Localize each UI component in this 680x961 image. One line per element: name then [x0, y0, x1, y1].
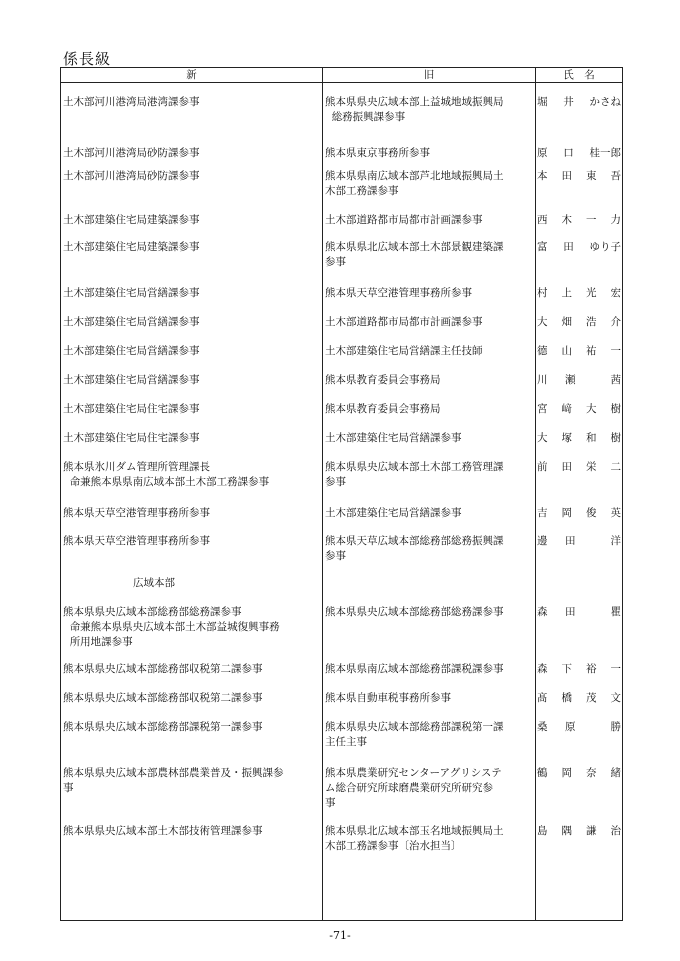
name-part: 西 [537, 214, 548, 226]
name-part: 桑 [537, 721, 548, 733]
section-label: 広域本部 [133, 577, 175, 589]
name-part: 田 [563, 241, 574, 253]
new-position: 土木部建築住宅局営繕課参事 [63, 287, 200, 299]
name-part: 上 [561, 287, 572, 299]
old-position: 熊本県県央広域本部土木部工務管理課 参事 [325, 461, 504, 488]
person-name [537, 534, 621, 549]
name-part: 宮 [537, 403, 548, 415]
name-part: 奈 [586, 767, 597, 779]
new-position: 熊本県県央広域本部総務部総務課参事 命兼熊本県県央広域本部土木部益城復興事務 所用地課参事 [63, 606, 280, 648]
person-name [537, 506, 621, 521]
new-position: 土木部河川港湾局港湾課参事 [63, 96, 200, 108]
name-part: 橋 [561, 692, 572, 704]
name-part: 桂一郎 [589, 147, 621, 159]
name-part: 﨑 [561, 403, 572, 415]
old-position: 熊本県県南広域本部芦北地域振興局土 木部工務課参事 [325, 170, 504, 197]
name-part: 德 [537, 345, 548, 357]
name-part: 宏 [610, 287, 621, 299]
name-part: 髙 [537, 692, 548, 704]
name-part: 木 [561, 214, 572, 226]
name-part: 一 [610, 663, 621, 675]
old-position: 熊本県県北広域本部土木部景観建築課 参事 [325, 241, 504, 268]
name-part: 一 [586, 214, 597, 226]
name-part: 塚 [561, 432, 572, 444]
name-part: 和 [586, 432, 597, 444]
person-name [537, 315, 621, 330]
old-position: 土木部道路都市局都市計画課参事 [325, 214, 483, 226]
personnel-table [60, 67, 623, 921]
new-position: 熊本県県央広域本部総務部課税第一課参事 [63, 721, 263, 733]
name-part: 島 [537, 825, 548, 837]
name-part: 二 [610, 461, 621, 473]
old-position: 土木部建築住宅局営繕課参事 [325, 432, 462, 444]
name-part: 祐 [586, 345, 597, 357]
name-part: 鶴 [537, 767, 548, 779]
name-part: 田 [565, 606, 576, 618]
person-name [537, 240, 621, 255]
person-name [537, 402, 621, 417]
name-part: 英 [610, 507, 621, 519]
column-divider-1 [322, 68, 323, 920]
old-position: 熊本県県央広域本部上益城地域振興局 総務振興課参事 [325, 96, 504, 123]
name-part: 緒 [610, 767, 621, 779]
new-position: 熊本県天草空港管理事務所参事 [63, 535, 210, 547]
name-part: 一 [610, 345, 621, 357]
person-name [537, 431, 621, 446]
new-position: 土木部建築住宅局住宅課参事 [63, 432, 200, 444]
name-part: 洋 [610, 535, 621, 547]
new-position: 熊本県県央広域本部土木部技術管理課参事 [63, 825, 263, 837]
name-part: 裕 [586, 663, 597, 675]
name-part: 茂 [586, 692, 597, 704]
name-part: 岡 [561, 767, 572, 779]
person-name [537, 169, 621, 184]
person-name [537, 460, 621, 475]
name-part: 山 [561, 345, 572, 357]
name-part: 大 [586, 403, 597, 415]
old-position: 熊本県県南広域本部総務部課税課参事 [325, 663, 504, 675]
name-part: 隅 [561, 825, 572, 837]
name-part: 畑 [561, 316, 572, 328]
name-part: 謙 [586, 825, 597, 837]
name-part: 樹 [610, 403, 621, 415]
new-position: 土木部建築住宅局営繕課参事 [63, 374, 200, 386]
name-part: 栄 [586, 461, 597, 473]
name-part: 文 [610, 692, 621, 704]
name-part: 茜 [610, 374, 621, 386]
name-part: 勝 [610, 721, 621, 733]
new-position: 熊本県県央広域本部総務部収税第二課参事 [63, 663, 263, 675]
old-position: 熊本県自動車税事務所参事 [325, 692, 451, 704]
name-part: 光 [586, 287, 597, 299]
name-part: 田 [565, 535, 576, 547]
column-header-name: 氏 名 [563, 69, 595, 81]
person-name [537, 213, 621, 228]
name-part: 邊 [537, 535, 548, 547]
name-part: 大 [537, 316, 548, 328]
person-name [537, 691, 621, 706]
old-position: 熊本県農業研究センターアグリシステ ム総合研究所球磨農業研究所研究参 事 [325, 767, 502, 809]
old-position: 熊本県県央広域本部総務部総務課参事 [325, 606, 504, 618]
person-name [537, 662, 621, 677]
old-position: 熊本県県央広域本部総務部課税第一課 主任主事 [325, 721, 504, 748]
old-position: 土木部建築住宅局営繕課参事 [325, 507, 462, 519]
column-header-new: 新 [186, 69, 197, 81]
name-part: 俊 [586, 507, 597, 519]
name-part: 堀 [537, 96, 548, 108]
name-part: 浩 [586, 316, 597, 328]
name-part: 樹 [610, 432, 621, 444]
name-part: 口 [563, 147, 574, 159]
old-position: 熊本県教育委員会事務局 [325, 374, 441, 386]
new-position: 土木部建築住宅局建築課参事 [63, 241, 200, 253]
name-part: 原 [565, 721, 576, 733]
name-part: 村 [537, 287, 548, 299]
new-position: 土木部建築住宅局建築課参事 [63, 214, 200, 226]
new-position: 土木部河川港湾局砂防課参事 [63, 170, 200, 182]
new-position: 土木部河川港湾局砂防課参事 [63, 147, 200, 159]
new-position: 熊本県氷川ダム管理所管理課長 命兼熊本県県南広域本部土木部工務課参事 [63, 461, 270, 488]
name-part: 瞿 [610, 606, 621, 618]
person-name [537, 146, 621, 161]
name-part: 岡 [561, 507, 572, 519]
new-position: 土木部建築住宅局住宅課参事 [63, 403, 200, 415]
name-part: 吉 [537, 507, 548, 519]
name-part: 介 [610, 316, 621, 328]
person-name [537, 766, 621, 781]
page-heading: 係長級 [63, 50, 112, 68]
old-position: 熊本県県北広域本部玉名地域振興局土 木部工務課参事〔治水担当〕 [325, 825, 504, 852]
name-part: 力 [610, 214, 621, 226]
name-part: 原 [537, 147, 548, 159]
name-part: 大 [537, 432, 548, 444]
name-part: 下 [561, 663, 572, 675]
column-divider-2 [535, 68, 536, 920]
name-part: 森 [537, 606, 548, 618]
old-position: 熊本県天草広域本部総務部総務振興課 参事 [325, 535, 504, 562]
name-part: 本 [537, 170, 548, 182]
old-position: 熊本県教育委員会事務局 [325, 403, 441, 415]
old-position: 土木部建築住宅局営繕課主任技師 [325, 345, 483, 357]
new-position: 熊本県県央広域本部農林部農業普及・振興課参 事 [63, 767, 284, 794]
page-number: -71- [329, 929, 351, 942]
new-position: 熊本県天草空港管理事務所参事 [63, 507, 210, 519]
name-part: 井 [563, 96, 574, 108]
name-part: 東 [586, 170, 597, 182]
old-position: 熊本県天草空港管理事務所参事 [325, 287, 472, 299]
name-part: かさね [589, 96, 621, 108]
name-part: 治 [610, 825, 621, 837]
name-part: 川 [537, 374, 548, 386]
name-part: 吾 [610, 170, 621, 182]
old-position: 土木部道路都市局都市計画課参事 [325, 316, 483, 328]
new-position: 土木部建築住宅局営繕課参事 [63, 316, 200, 328]
new-position: 熊本県県央広域本部総務部収税第二課参事 [63, 692, 263, 704]
name-part: 田 [561, 170, 572, 182]
name-part: 前 [537, 461, 548, 473]
name-part: ゆり子 [589, 241, 621, 253]
person-name [537, 344, 621, 359]
name-part: 森 [537, 663, 548, 675]
person-name [537, 95, 621, 110]
person-name [537, 824, 621, 839]
name-part: 富 [537, 241, 548, 253]
name-part: 瀬 [565, 374, 576, 386]
person-name [537, 720, 621, 735]
new-position: 土木部建築住宅局営繕課参事 [63, 345, 200, 357]
name-part: 田 [561, 461, 572, 473]
person-name [537, 373, 621, 388]
old-position: 熊本県東京事務所参事 [325, 147, 430, 159]
person-name [537, 286, 621, 301]
header-divider [61, 82, 622, 83]
person-name [537, 605, 621, 620]
column-header-old: 旧 [423, 69, 435, 81]
